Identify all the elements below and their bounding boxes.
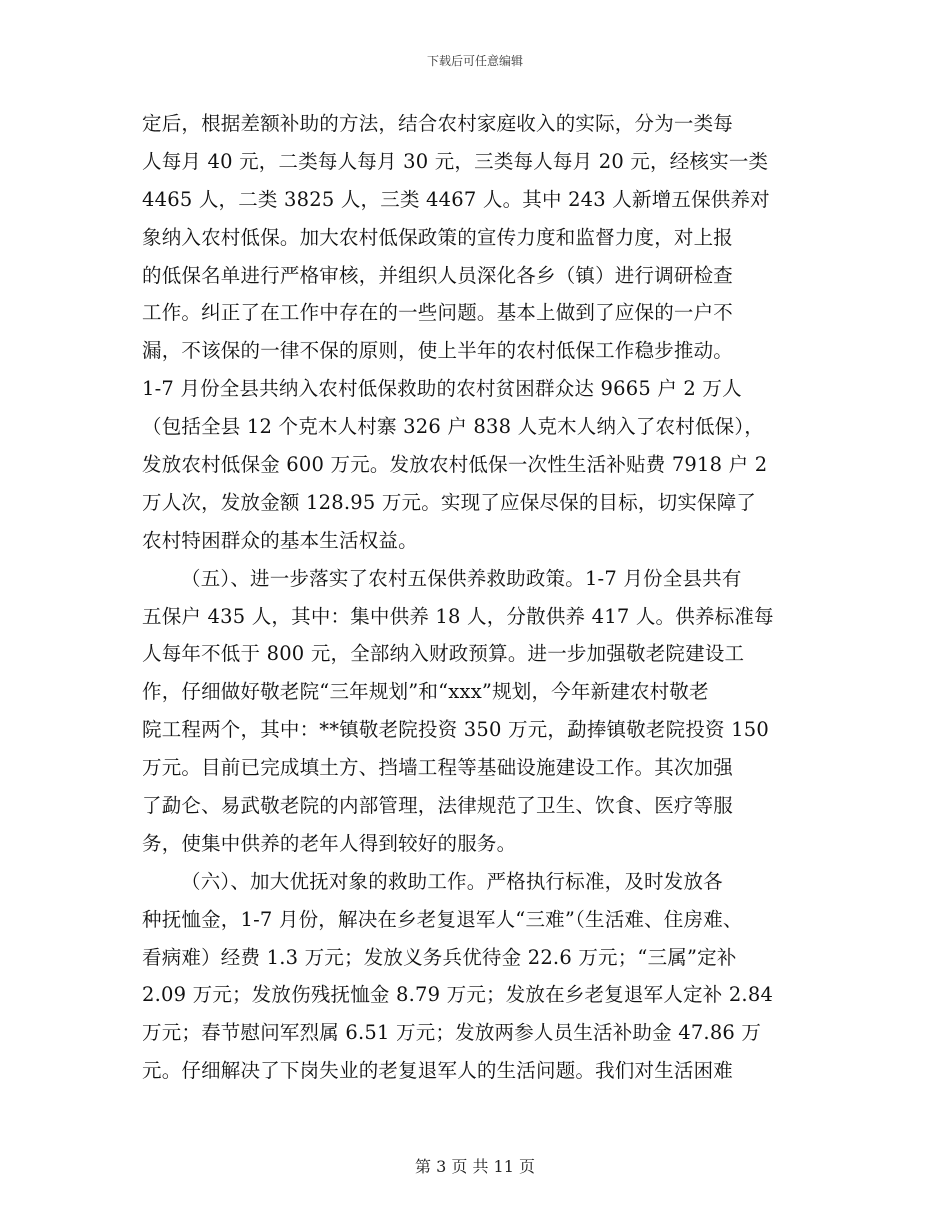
page-number-footer: 第 3 页 共 11 页: [415, 1157, 535, 1176]
text-line: 象纳入农村低保。加大农村低保政策的宣传力度和监督力度，对上报: [142, 225, 734, 249]
text-line: 看病难）经费 1.3 万元；发放义务兵优待金 22.6 万元；“三属”定补: [142, 945, 737, 969]
text-line: 务，使集中供养的老年人得到较好的服务。: [142, 831, 517, 855]
text-line: 作，仔细做好敬老院“三年规划”和“xxx”规划，今年新建农村敬老: [142, 680, 709, 704]
text-line: 人每年不低于 800 元，全部纳入财政预算。进一步加强敬老院建设工: [142, 642, 745, 666]
text-line: 五保户 435 人，其中：集中供养 18 人，分散供养 417 人。供养标准每: [142, 604, 774, 628]
section-heading-line: （六）、加大优抚对象的救助工作。严格执行标准，及时发放各: [181, 869, 723, 893]
page-header-note: 下载后可任意编辑: [426, 54, 523, 68]
document-body: [142, 105, 822, 1090]
text-line: 元。仔细解决了下岗失业的老复退军人的生活问题。我们对生活困难: [142, 1059, 734, 1083]
text-line: 万人次，发放金额 128.95 万元。实现了应保尽保的目标，切实保障了: [142, 490, 757, 514]
section-heading-line: （五）、进一步落实了农村五保供养救助政策。1-7 月份全县共有: [181, 566, 742, 590]
text-line: 人每月 40 元，二类每人每月 30 元，三类每人每月 20 元，经核实一类: [142, 149, 769, 173]
text-line: 种抚恤金，1-7 月份，解决在乡老复退军人“三难”（生活难、住房难、: [142, 907, 743, 931]
text-line: 漏，不该保的一律不保的原则，使上半年的农村低保工作稳步推动。: [142, 339, 734, 363]
text-line: 院工程两个，其中：**镇敬老院投资 350 万元，勐捧镇敬老院投资 150: [142, 718, 769, 742]
text-line: 农村特困群众的基本生活权益。: [142, 528, 418, 552]
text-line: 万元；春节慰问军烈属 6.51 万元；发放两参人员生活补助金 47.86 万: [142, 1021, 762, 1045]
text-line: 了勐仑、易武敬老院的内部管理，法律规范了卫生、饮食、医疗等服: [142, 794, 734, 818]
text-line: 4465 人，二类 3825 人，三类 4467 人。其中 243 人新增五保供养对: [142, 187, 770, 211]
text-line: 2.09 万元；发放伤残抚恤金 8.79 万元；发放在乡老复退军人定补 2.84: [142, 983, 774, 1007]
text-line: 工作。纠正了在工作中存在的一些问题。基本上做到了应保的一户不: [142, 301, 734, 325]
text-line: 定后，根据差额补助的方法，结合农村家庭收入的实际，分为一类每: [142, 112, 734, 135]
text-line: （包括全县 12 个克木人村寨 326 户 838 人克木人纳入了农村低保），: [142, 415, 764, 439]
text-line: 万元。目前已完成填土方、挡墙工程等基础设施建设工作。其次加强: [142, 756, 734, 780]
text-line: 1-7 月份全县共纳入农村低保救助的农村贫困群众达 9665 户 2 万人: [142, 377, 742, 401]
text-line: 发放农村低保金 600 万元。发放农村低保一次性生活补贴费 7918 户 2: [142, 453, 768, 477]
text-line: 的低保名单进行严格审核，并组织人员深化各乡（镇）进行调研检查: [142, 263, 734, 287]
